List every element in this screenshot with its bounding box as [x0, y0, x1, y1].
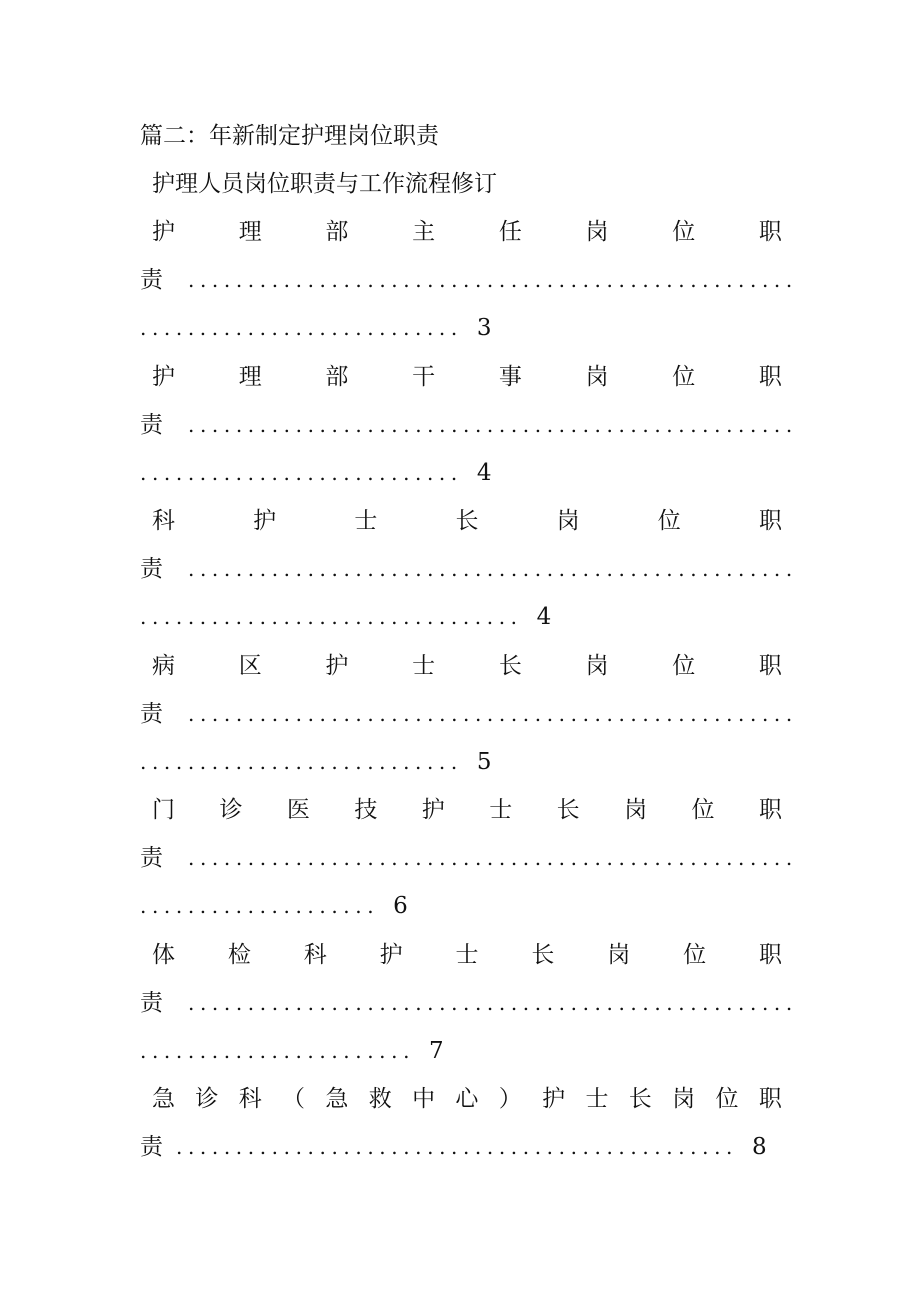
toc-title-char: 位 — [672, 652, 696, 679]
toc-title-char: 心 — [455, 1086, 479, 1112]
toc-title-char: 岗 — [556, 508, 580, 534]
toc-page-number: 7 — [429, 1037, 444, 1064]
toc-title-char: 区 — [238, 652, 262, 679]
toc-title-char: 职 — [758, 363, 782, 390]
toc-title-char: 检 — [227, 941, 251, 968]
toc-entry-leader-line — [140, 549, 798, 589]
toc-title-tail: 责 — [140, 845, 163, 871]
toc-title-char: 理 — [238, 219, 262, 245]
toc-title-char: 岗 — [672, 1086, 696, 1112]
toc-title-char: ） — [498, 1086, 522, 1112]
toc-title-char: 职 — [758, 219, 782, 245]
toc-title-char: 位 — [657, 508, 681, 534]
toc-title-tail: 责 — [140, 700, 163, 727]
toc-entry-page-line — [140, 308, 492, 348]
toc-title-char: 诊 — [195, 1086, 219, 1112]
toc-dot-leader: ........................... — [140, 316, 463, 340]
toc-title-tail: 责 — [140, 556, 163, 582]
toc-dot-leader: ................................................... — [188, 412, 798, 437]
toc-title-char: 病 — [152, 652, 175, 679]
toc-dot-leader: ................................................... — [188, 701, 798, 726]
toc-title-char: 长 — [455, 508, 479, 534]
toc-title-char: 护 — [152, 219, 175, 245]
toc-title-char: 科 — [238, 1086, 262, 1112]
toc-entry-title — [152, 212, 782, 252]
toc-title-char: 长 — [628, 1086, 652, 1112]
toc-title-char: 医 — [286, 797, 310, 823]
toc-title-char: 职 — [759, 941, 782, 968]
toc-page-number: 3 — [476, 315, 492, 341]
toc-entry-title — [152, 1079, 782, 1119]
toc-dot-leader: ................................................... — [188, 557, 798, 581]
toc-dot-leader: ........................... — [140, 460, 463, 485]
toc-title-char: 职 — [758, 797, 782, 823]
toc-title-char: 岗 — [624, 797, 648, 823]
toc-title-char: 急 — [152, 1086, 175, 1112]
toc-title-char: 护 — [379, 941, 403, 968]
toc-title-tail: 责 — [140, 411, 163, 438]
toc-title-char: 职 — [758, 508, 782, 534]
toc-title-char: 长 — [531, 941, 555, 968]
toc-title-char: 主 — [412, 219, 436, 245]
document-subtitle: 护理人员岗位职责与工作流程修订 — [152, 171, 497, 197]
toc-title-char: 护 — [152, 363, 175, 390]
toc-title-char: 位 — [672, 363, 696, 390]
toc-title-char: 部 — [325, 363, 349, 390]
toc-title-char: 士 — [412, 652, 436, 679]
toc-title-char: 部 — [325, 219, 349, 245]
toc-entry-page-line — [140, 742, 492, 782]
toc-dot-leader: .................... — [140, 894, 380, 918]
toc-title-char: 职 — [758, 652, 782, 679]
toc-title-char: 位 — [715, 1086, 739, 1112]
toc-entry-leader-line — [140, 1127, 767, 1167]
toc-page-number: 4 — [476, 459, 492, 486]
toc-title-char: （ — [282, 1086, 306, 1112]
toc-title-char: 体 — [152, 941, 175, 968]
toc-title-char: 护 — [253, 508, 277, 534]
toc-title-char: 护 — [542, 1086, 566, 1112]
toc-dot-leader: ................................................... — [188, 990, 798, 1015]
toc-title-char: 长 — [556, 797, 580, 823]
toc-entry-page-line — [140, 597, 551, 637]
toc-title-char: 长 — [498, 652, 522, 679]
toc-dot-leader: ................................................... — [188, 846, 798, 870]
toc-dot-leader: ................................ — [140, 605, 523, 629]
document-title: 篇二：年新制定护理岗位职责 — [140, 123, 439, 149]
toc-entry-leader-line — [140, 838, 798, 878]
toc-title-char: 士 — [585, 1086, 609, 1112]
toc-title-char: 急 — [325, 1086, 349, 1112]
toc-entry-page-line — [140, 886, 408, 926]
toc-entry-title — [152, 935, 782, 975]
toc-title-char: 护 — [421, 797, 445, 823]
toc-entry-title — [152, 357, 782, 397]
toc-entry-page-line — [140, 453, 492, 493]
toc-title-char: 岗 — [585, 652, 609, 679]
toc-entry-leader-line — [140, 260, 798, 300]
toc-title-char: 科 — [303, 941, 327, 968]
toc-title-char: 诊 — [219, 797, 243, 823]
toc-page-number: 5 — [476, 748, 492, 775]
toc-title-char: 任 — [498, 219, 522, 245]
toc-dot-leader: ................................................... — [188, 268, 798, 292]
toc-title-char: 技 — [354, 797, 378, 823]
toc-title-char: 士 — [354, 508, 378, 534]
toc-title-char: 位 — [683, 941, 707, 968]
toc-entry-leader-line — [140, 405, 798, 445]
toc-title-char: 位 — [672, 219, 696, 245]
toc-entry-leader-line — [140, 694, 798, 734]
toc-title-char: 事 — [498, 363, 522, 390]
toc-title-char: 岗 — [585, 219, 609, 245]
toc-title-char: 士 — [489, 797, 513, 823]
toc-title-char: 干 — [412, 363, 436, 390]
toc-dot-leader: ............................................... — [176, 1135, 738, 1159]
toc-page-number: 8 — [752, 1134, 767, 1160]
toc-title-char: 救 — [368, 1086, 392, 1112]
toc-title-char: 中 — [412, 1086, 436, 1112]
toc-title-char: 位 — [691, 797, 715, 823]
toc-title-char: 门 — [152, 797, 175, 823]
toc-title-char: 士 — [455, 941, 479, 968]
toc-title-char: 岗 — [607, 941, 631, 968]
toc-page-number: 6 — [393, 893, 408, 919]
toc-title-char: 护 — [325, 652, 349, 679]
toc-entry-title — [152, 790, 782, 830]
toc-entry-title — [152, 646, 782, 686]
toc-dot-leader: ....................... — [140, 1038, 416, 1063]
toc-title-char: 岗 — [585, 363, 609, 390]
toc-title-tail: 责 — [140, 989, 163, 1016]
toc-entry-page-line — [140, 1031, 444, 1071]
toc-entry-leader-line — [140, 983, 798, 1023]
toc-title-char: 职 — [758, 1086, 782, 1112]
toc-title-char: 科 — [152, 508, 175, 534]
toc-entry-title — [152, 501, 782, 541]
toc-title-tail: 责 — [140, 267, 163, 293]
toc-title-tail: 责 — [140, 1134, 163, 1160]
toc-dot-leader: ........................... — [140, 749, 463, 774]
toc-title-char: 理 — [238, 363, 262, 390]
toc-page-number: 4 — [536, 604, 552, 630]
